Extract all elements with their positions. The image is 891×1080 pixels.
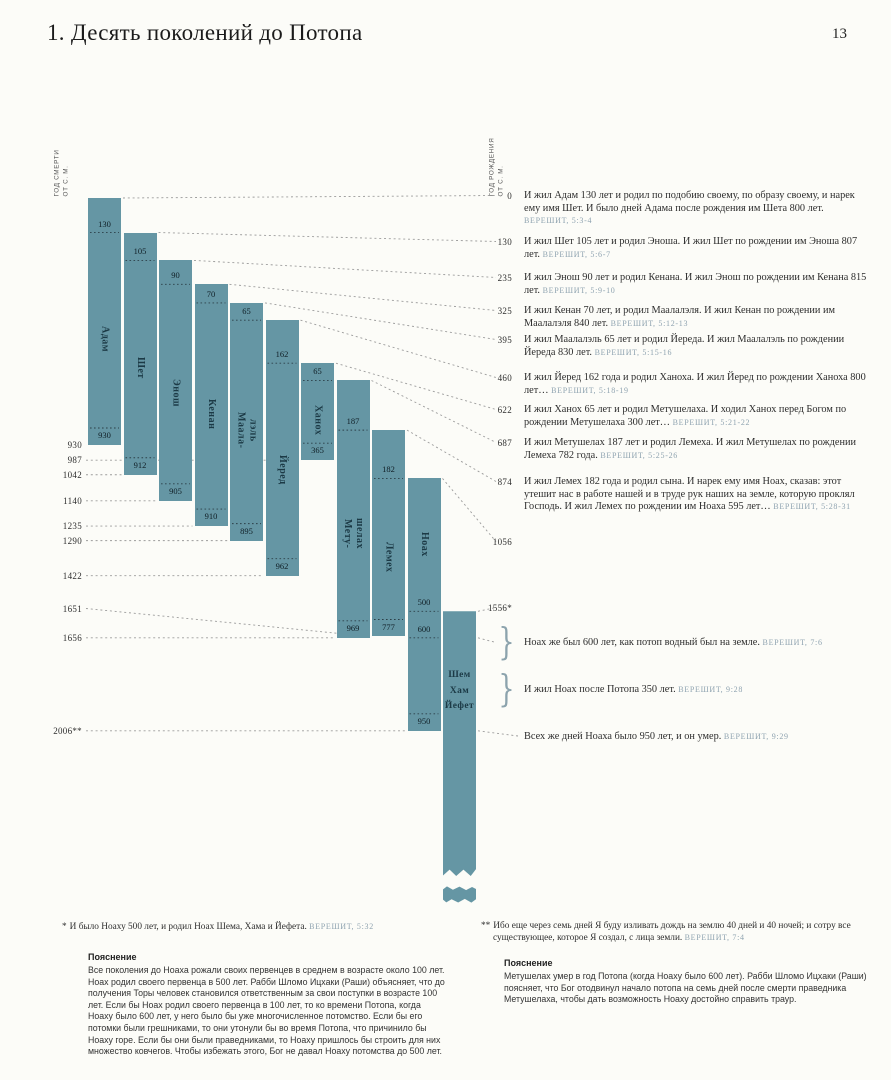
age-at-firstborn-label: 130 (98, 218, 111, 229)
chapter-number: 1. (47, 20, 65, 45)
death-year-label: 2006** (53, 725, 82, 736)
birth-year-label: 874 (497, 476, 512, 487)
birth-year-label: 460 (497, 372, 512, 383)
footnote-marker: * (62, 922, 67, 932)
birth-leader-line (159, 233, 497, 242)
lifespan-label: 905 (169, 485, 182, 496)
death-year-label: 1140 (63, 495, 82, 506)
verse-paragraph: И жил Маалалэль 65 лет и родил Йереда. И жил Маалалэль по рождении Йереда 830 лет. ВЕРЕШИТ, 5:15-16 (524, 334, 845, 358)
page-number: 13 (832, 26, 847, 42)
person-name-text: Энош (170, 378, 182, 407)
verse-reference: ВЕРЕШИТ, 5:32 (309, 922, 374, 931)
person-name (337, 469, 370, 599)
verse-reference: ВЕРЕШИТ, 7:6 (762, 638, 823, 647)
lifespan-label: 910 (204, 511, 218, 522)
verse-reference: ВЕРЕШИТ, 9:29 (723, 732, 789, 741)
person-name (372, 492, 405, 622)
footnote-noah-500 (62, 921, 484, 933)
chapter-title: Десять поколений до Потопа (70, 20, 363, 45)
person-name-text: Шет (135, 356, 146, 379)
birth-year-label: 0 (507, 190, 512, 201)
birth-leader-line (194, 260, 496, 277)
axis-caption-line: ОТ С. М. (62, 165, 69, 197)
age-at-firstborn-label: 500 (417, 597, 431, 608)
lifespan-label: 895 (240, 525, 253, 536)
person-name-text: Йеред (277, 454, 288, 485)
verse-reference: ВЕРЕШИТ, 5:21-22 (672, 417, 751, 427)
person-name (159, 328, 192, 458)
death-leader-line (478, 731, 518, 736)
person-name-text: Маала- лэль (235, 412, 259, 449)
birth-year-label: 325 (497, 305, 512, 316)
footnote-text: Ибо еще через семь дней Я буду изливать дождь на землю 40 дней и 40 ночей; и сотру все существующее, которое Я создал, с лица земли. (493, 921, 851, 943)
person-name-text: Ноах (419, 532, 430, 558)
death-year-label: 1290 (62, 535, 82, 546)
person-bar (443, 611, 476, 876)
person-name-text: Ханох (312, 405, 324, 436)
birth-year-label: 235 (497, 272, 512, 283)
birth-year-label: 1556* (488, 602, 512, 613)
curly-brace: } (498, 620, 515, 665)
death-year-label: 1422 (62, 570, 82, 581)
person-name-text: Йефет (444, 701, 475, 711)
person-name-text: Шем (448, 670, 471, 680)
person-name (124, 303, 157, 433)
footnote-text: И было Ноаху 500 лет, и родил Ноах Шема, Хама и Йефета. (69, 922, 307, 932)
flood-verse: И жил Ноах после Потопа 350 лет. ВЕРЕШИТ, 9:28 (524, 684, 744, 695)
verse-reference: ВЕРЕШИТ, 5:18-19 (551, 385, 629, 395)
curly-brace: } (498, 667, 515, 712)
person-name-text: Лемех (383, 542, 395, 573)
explanation-body: Все поколения до Ноаха рожали своих первенцев в среднем в возрасте около 100 лет. Ноах родил своего первенца в 500 лет. Рабби Шломо Ицхаки (Раши) объясняет, что до получения Торы человек становился ответственным за свои поступки в возрасте 100 лет. Если бы Ноах родил своего первенца в 100 лет, то ко времени Потопа, когда Ноаху было 600 лет, у него было бы уже многочисленное потомство. Если бы его потомки были грешниками, то они утонули бы во время Потопа, что причинило бы Ноаху горе. Если бы они были праведниками, то Ноаху пришлось бы строить для них множество ковчегов. Чтобы избежать этого, Бог не давал Ноаху потомства до 500 лет. (88, 965, 445, 1057)
death-year-label: 1651 (62, 603, 82, 614)
person-name (88, 274, 121, 404)
birth-year-label: 622 (497, 404, 512, 415)
verse-paragraph: И жил Шет 105 лет и родил Эноша. И жил Шет по рождении им Эноша 807 лет. ВЕРЕШИТ, 5:6-7 (524, 236, 858, 260)
verse-reference: ВЕРЕШИТ, 5:9-10 (542, 285, 616, 295)
age-at-firstborn-label: 187 (346, 416, 360, 427)
age-at-flood-label: 600 (417, 623, 431, 634)
flood-verse: Ноах же был 600 лет, как потоп водный был на земле. ВЕРЕШИТ, 7:6 (524, 637, 823, 648)
age-at-firstborn-label: 90 (171, 270, 180, 281)
verse-paragraph: И жил Ханох 65 лет и родил Метушелаха. И ходил Ханох перед Богом по рождении Метушелаха 300 лет… ВЕРЕШИТ, 5:21-22 (524, 404, 847, 428)
birth-leader-line (443, 478, 497, 541)
birth-year-label: 130 (497, 236, 512, 247)
birth-year-label: 687 (497, 437, 512, 448)
death-year-label: 1042 (62, 469, 82, 480)
person-name (408, 480, 441, 610)
explanation-title: Пояснение (88, 952, 137, 962)
lifespan-label: 777 (382, 621, 395, 632)
axis-caption-line: ОТ С. М. (497, 165, 504, 197)
age-at-firstborn-label: 65 (313, 366, 322, 377)
axis-caption-line: ГОД РОЖДЕНИЯ (488, 137, 496, 197)
birth-leader-line (123, 196, 496, 199)
footnote-seven-days (481, 920, 883, 944)
flood-leader-line (478, 638, 494, 642)
verse-paragraph: И жил Йеред 162 года и родил Ханоха. И жил Йеред по рождении Ханоха 800 лет… ВЕРЕШИТ, 5:18-19 (524, 372, 866, 396)
person-name-text: Хам (449, 685, 470, 696)
explanation-body: Метушелах умер в год Потопа (когда Ноаху было 600 лет). Рабби Шломо Ицхаки (Раши) поясняет, что Бог отодвинул начало потопа на семь дней после смерти праведника Метушелаха, чтобы дать возможность Ноаху достойно справить траур. (504, 971, 867, 1005)
lifespan-label: 365 (311, 445, 324, 456)
person-name-text: Кенан (206, 399, 217, 430)
lifespan-label: 930 (98, 430, 111, 440)
death-year-label: 987 (67, 455, 82, 466)
person-name-text: Адам (99, 325, 111, 352)
footnote-marker: ** (481, 921, 491, 931)
flood-verse: Всех же дней Ноаха было 950 лет, и он умер. ВЕРЕШИТ, 9:29 (524, 731, 789, 742)
birth-leader-line (230, 284, 497, 310)
verse-reference: ВЕРЕШИТ, 5:28-31 (773, 502, 851, 512)
axis-caption-line: ГОД СМЕРТИ (53, 149, 61, 197)
person-name (301, 355, 334, 485)
age-at-firstborn-label: 105 (133, 246, 147, 257)
verse-reference: ВЕРЕШИТ, 5:3-4 (524, 216, 593, 226)
verse-paragraph: И жил Лемех 182 года и родил сына. И нарек ему имя Ноах, сказав: этот утешит нас в работе нашей и в труде рук наших на земле, которую проклял Господь. И жил Лемех по рождении им Ноаха 595 лет… ВЕРЕШИТ, 5:28-31 (524, 476, 855, 513)
death-year-label: 1656 (62, 632, 82, 643)
age-at-firstborn-label: 182 (382, 464, 395, 475)
person-name (266, 404, 299, 534)
death-year-label: 1235 (62, 521, 82, 532)
person-name (195, 349, 228, 479)
verse-paragraph: И жил Кенан 70 лет, и родил Маалалэля. И жил Кенан по рождении им Маалалэля 840 лет. ВЕРЕШИТ, 5:12-13 (524, 305, 836, 329)
verse-reference: ВЕРЕШИТ, 5:25-26 (600, 450, 678, 460)
person-name (230, 365, 263, 495)
verse-reference: ВЕРЕШИТ, 5:15-16 (594, 347, 673, 357)
verse-reference: ВЕРЕШИТ, 5:6-7 (542, 249, 611, 259)
age-at-firstborn-label: 70 (206, 288, 216, 299)
person-bar-continuation (443, 886, 476, 903)
person-name-text: Мету- шелах (342, 518, 365, 550)
death-year-label: 930 (67, 440, 82, 450)
verse-reference: ВЕРЕШИТ, 5:12-13 (610, 318, 689, 328)
verse-reference: ВЕРЕШИТ, 9:28 (678, 685, 744, 694)
birth-leader-line (265, 303, 496, 340)
lifespan-label: 962 (275, 560, 289, 571)
verse-paragraph: И жил Энош 90 лет и родил Кенана. И жил Энош по рождении им Кенана 815 лет. ВЕРЕШИТ, 5:9-10 (524, 272, 867, 296)
birth-year-label: 1056 (492, 536, 512, 547)
lifespan-label: 969 (346, 622, 360, 633)
age-at-firstborn-label: 162 (275, 349, 289, 360)
person-name (443, 668, 476, 715)
lifespan-label: 950 (417, 715, 431, 726)
age-at-firstborn-label: 65 (242, 306, 251, 317)
death-leader-line (86, 609, 370, 637)
verse-reference: ВЕРЕШИТ, 7:4 (684, 933, 745, 942)
birth-year-label: 395 (497, 334, 512, 345)
explanation-title: Пояснение (504, 958, 553, 968)
verse-paragraph: И жил Адам 130 лет и родил по подобию своему, по образу своему, и нарек ему имя Шет. И было дней Адама после рождения им Шета 800 лет. ВЕРЕШИТ, 5:3-4 (524, 190, 855, 226)
lifespan-label: 912 (133, 459, 147, 470)
verse-paragraph: И жил Метушелах 187 лет и родил Лемеха. И жил Метушелах по рождении Лемеха 782 года. ВЕРЕШИТ, 5:25-26 (524, 437, 857, 461)
